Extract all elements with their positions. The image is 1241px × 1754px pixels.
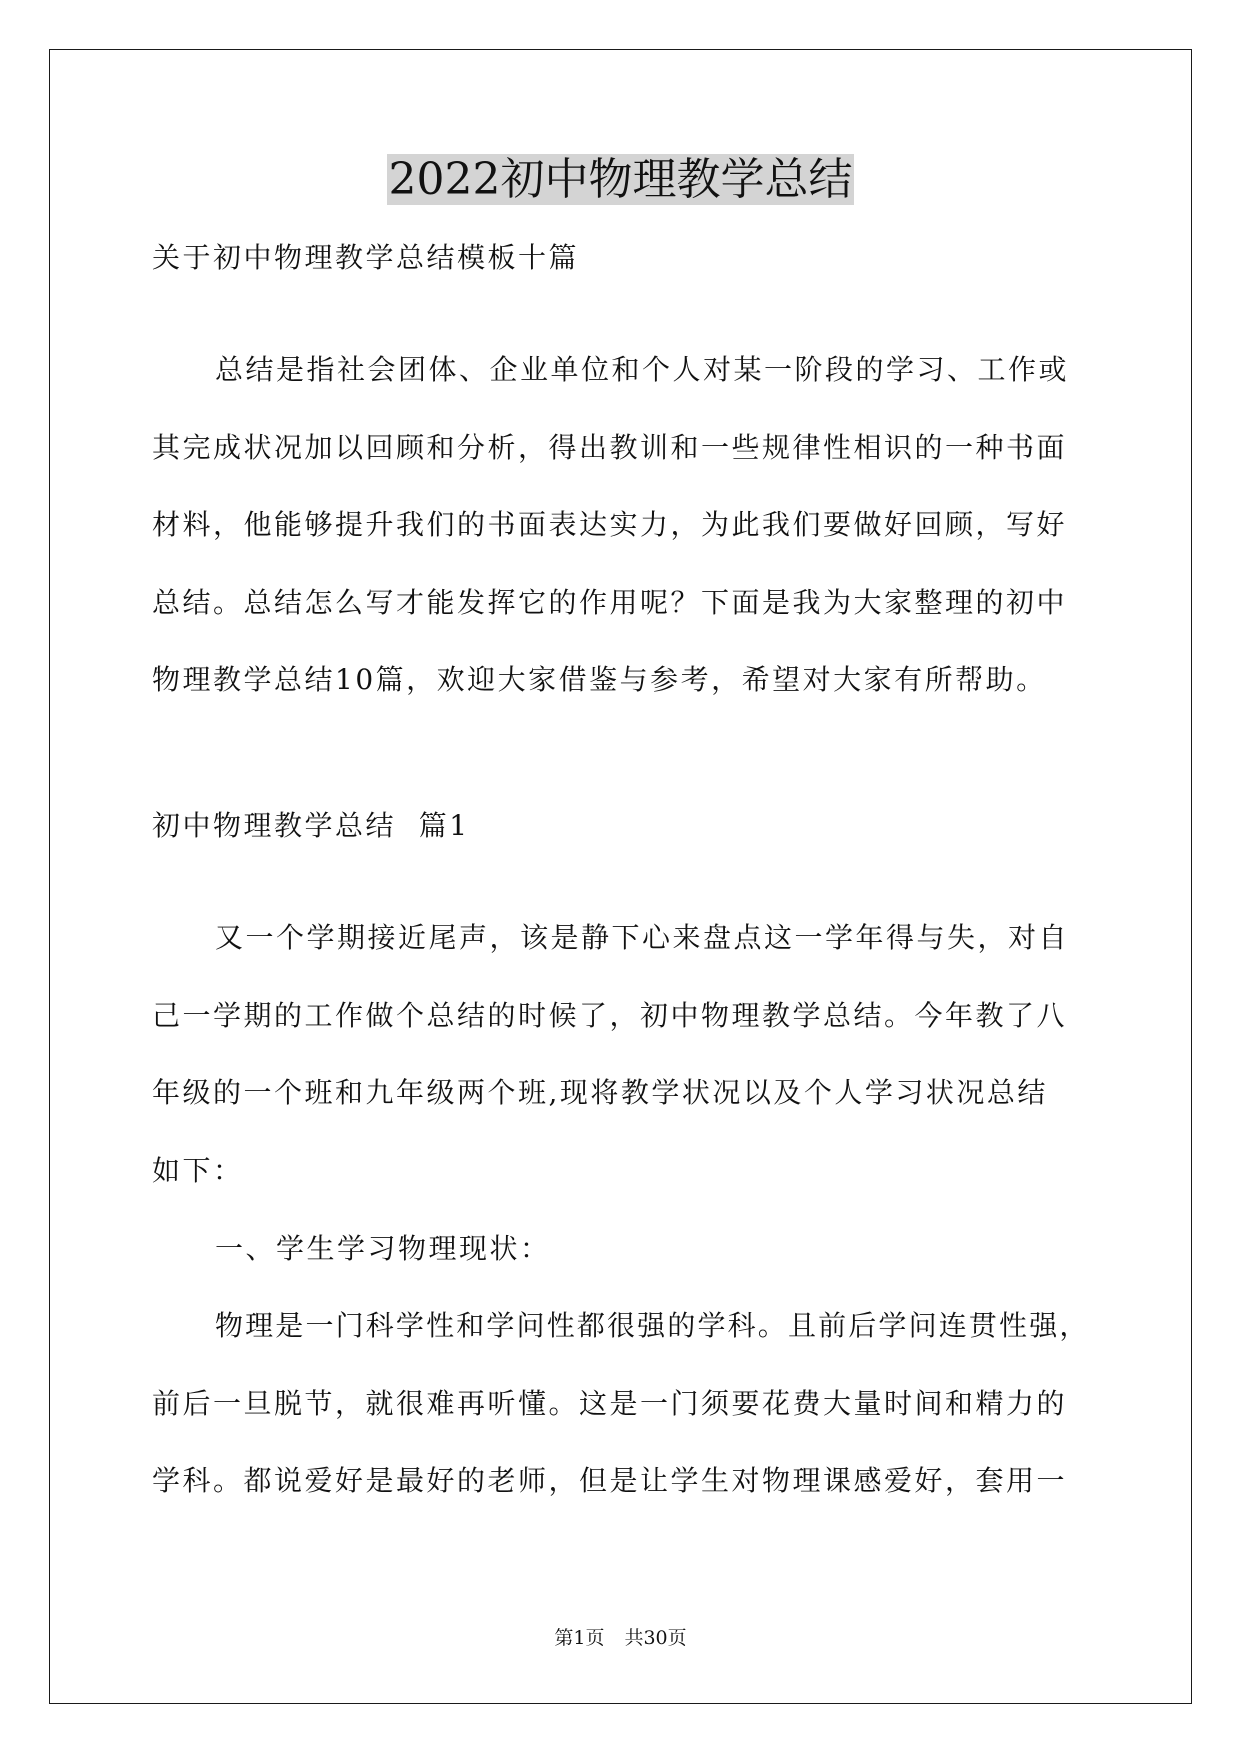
- intro-line-4: 总结。总结怎么写才能发挥它的作用呢？下面是我为大家整理的初中: [152, 586, 1068, 619]
- page-number: 第1页: [554, 1627, 605, 1649]
- section-line-8: 学科。都说爱好是最好的老师，但是让学生对物理课感爱好，套用一: [152, 1464, 1068, 1497]
- intro-line-1: 总结是指社会团体、企业单位和个人对某一阶段的学习、工作或: [215, 353, 1070, 386]
- section-line-2: 己一学期的工作做个总结的时候了，初中物理教学总结。今年教了八: [152, 999, 1068, 1032]
- document-subtitle: 关于初中物理教学总结模板十篇: [152, 241, 580, 274]
- section-line-1: 又一个学期接近尾声，该是静下心来盘点这一学年得与失，对自: [215, 921, 1070, 954]
- page-footer: [0, 1626, 1241, 1650]
- intro-line-5: 物理教学总结10篇，欢迎大家借鉴与参考，希望对大家有所帮助。: [152, 663, 1047, 696]
- document-title-text: 2022初中物理教学总结: [388, 154, 853, 205]
- page-total: 共30页: [624, 1627, 687, 1649]
- section-line-3: 年级的一个班和九年级两个班,现将教学状况以及个人学习状况总结: [152, 1076, 1048, 1109]
- section-heading: 初中物理教学总结 篇1: [152, 809, 470, 842]
- section-line-7: 前后一旦脱节，就很难再听懂。这是一门须要花费大量时间和精力的: [152, 1387, 1068, 1420]
- section-line-4: 如下：: [152, 1154, 244, 1187]
- document-title: [0, 150, 1241, 210]
- page-border: [49, 49, 1192, 1704]
- intro-line-2: 其完成状况加以回顾和分析，得出教训和一些规律性相识的一种书面: [152, 431, 1068, 464]
- intro-line-3: 材料，他能够提升我们的书面表达实力，为此我们要做好回顾，写好: [152, 508, 1068, 541]
- section-line-6: 物理是一门科学性和学问性都很强的学科。且前后学问连贯性强，: [215, 1309, 1090, 1342]
- section-line-5: 一、学生学习物理现状：: [215, 1232, 551, 1265]
